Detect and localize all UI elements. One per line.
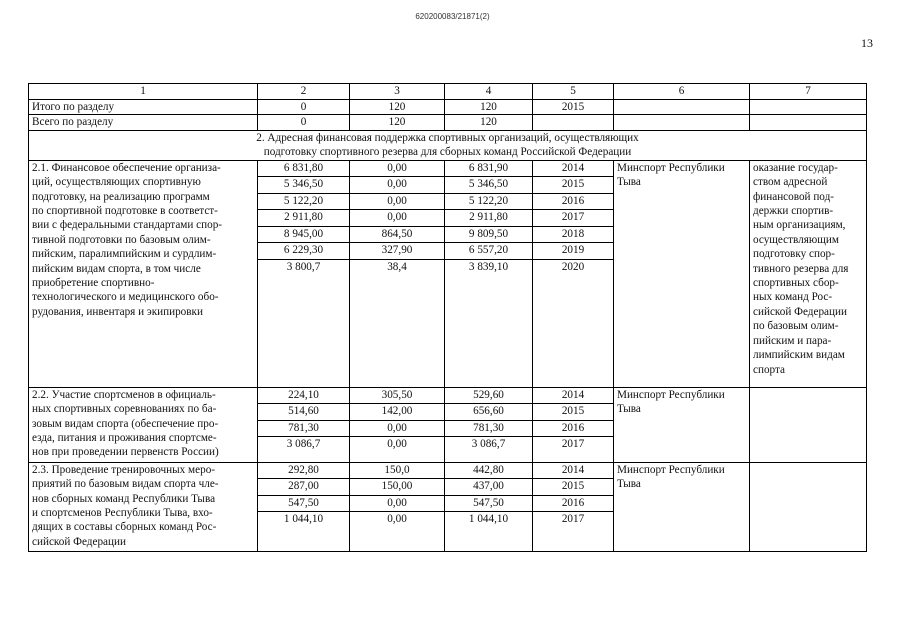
item-c3-column: [350, 387, 445, 462]
item-row: [29, 462, 867, 551]
item-c4-value: 9 809,50: [445, 227, 532, 244]
item-c3-value: 38,4: [387, 260, 407, 273]
item-c3-value: 305,50: [350, 388, 444, 405]
summary-label: Всего по разделу: [29, 115, 258, 130]
column-number: 5: [533, 84, 614, 100]
column-number: 2: [258, 84, 350, 100]
item-years-value: 2016: [533, 194, 613, 211]
item-c3-value: 142,00: [350, 404, 444, 421]
item-c2-value: 547,50: [258, 496, 349, 513]
item-c2-value: 3 086,7: [286, 438, 321, 451]
item-c3-value: 150,0: [350, 463, 444, 480]
page-number: 13: [861, 36, 873, 50]
item-years-value: 2015: [533, 479, 613, 496]
item-c2-value: 224,10: [258, 388, 349, 405]
item-c2-value: 8 945,00: [258, 227, 349, 244]
column-number: 7: [750, 84, 867, 100]
item-c4-value: 3 086,7: [471, 438, 506, 451]
item-years-value: 2015: [533, 404, 613, 421]
item-c4-value: 5 122,20: [445, 194, 532, 211]
section-title: 2. Адресная финансовая поддержка спортивных организаций, осуществляющих подготовку спортивного резерва для сборных команд Российской Федерации: [29, 130, 867, 160]
item-c2-value: 5 122,20: [258, 194, 349, 211]
column-number: 6: [614, 84, 750, 100]
item-c3-value: 0,00: [387, 438, 407, 451]
item-result: оказание государ- ством адресной финансовой под- держки спортив- ным организациям, осуществляющим подготовку спор- тивного резерва для спортивных сбор- ных команд Рос- сийской Федерации по базовым олим- пийским и пара- лимпийским видам спорта: [750, 160, 867, 387]
item-c4-column: [445, 462, 533, 551]
item-c3-value: 327,90: [350, 243, 444, 260]
item-years-column: [533, 387, 614, 462]
empty-cell: [750, 100, 867, 115]
empty-cell: [750, 115, 867, 130]
item-c3-value: 150,00: [350, 479, 444, 496]
summary-year: 2015: [533, 100, 614, 115]
item-years-column: [533, 160, 614, 387]
item-c3-value: 0,00: [350, 210, 444, 227]
summary-row: [29, 100, 867, 115]
item-years-value: 2019: [533, 243, 613, 260]
item-years-value: 2015: [533, 177, 613, 194]
item-years-value: 2020: [561, 260, 585, 273]
item-result: [750, 462, 867, 551]
summary-label: Итого по разделу: [29, 100, 258, 115]
summary-c2: 0: [258, 115, 350, 130]
item-c2-column: [258, 462, 350, 551]
item-c3-column: [350, 462, 445, 551]
item-years-column: [533, 462, 614, 551]
item-executor: Минспорт Республики Тыва: [614, 160, 750, 387]
item-c2-value: 292,80: [258, 463, 349, 480]
item-years-value: 2014: [533, 161, 613, 178]
item-c2-value: 5 346,50: [258, 177, 349, 194]
item-c3-value: 0,00: [350, 496, 444, 513]
item-years-value: 2018: [533, 227, 613, 244]
item-c4-value: 656,60: [445, 404, 532, 421]
item-c2-column: [258, 387, 350, 462]
item-c2-value: 514,60: [258, 404, 349, 421]
item-c4-value: 1 044,10: [468, 513, 509, 526]
item-years-value: 2017: [533, 210, 613, 227]
summary-c4: 120: [445, 115, 533, 130]
column-number: 1: [29, 84, 258, 100]
item-years-value: 2017: [561, 438, 585, 451]
empty-cell: [614, 115, 750, 130]
summary-row: [29, 115, 867, 130]
empty-cell: [614, 100, 750, 115]
item-c4-value: 442,80: [445, 463, 532, 480]
item-c3-value: 0,00: [350, 421, 444, 438]
item-c4-value: 2 911,80: [445, 210, 532, 227]
item-years-value: 2017: [561, 513, 585, 526]
item-executor: Минспорт Республики Тыва: [614, 462, 750, 551]
item-executor: Минспорт Республики Тыва: [614, 387, 750, 462]
item-c4-value: 6 557,20: [445, 243, 532, 260]
column-number-row: [29, 84, 867, 100]
column-number: 3: [350, 84, 445, 100]
item-c4-value: 781,30: [445, 421, 532, 438]
item-c3-value: 864,50: [350, 227, 444, 244]
document-header-code: 620200083/21871(2): [415, 12, 490, 21]
budget-table: [28, 83, 867, 552]
item-description: 2.2. Участие спортсменов в официаль- ных спортивных соревнованиях по ба- зовым видам спорта (обеспечение про- езда, питания и проживания спортсме- нов при проведении первенств России): [29, 387, 258, 462]
summary-c3: 120: [350, 115, 445, 130]
item-c4-value: 5 346,50: [445, 177, 532, 194]
item-c2-value: 287,00: [258, 479, 349, 496]
item-c4-value: 3 839,10: [468, 260, 509, 273]
item-row: [29, 160, 867, 387]
item-years-value: 2014: [533, 388, 613, 405]
item-c4-value: 529,60: [445, 388, 532, 405]
item-c2-value: 2 911,80: [258, 210, 349, 227]
item-c3-value: 0,00: [350, 161, 444, 178]
item-c2-column: [258, 160, 350, 387]
summary-year: [533, 115, 614, 130]
item-c3-value: 0,00: [350, 177, 444, 194]
item-c4-column: [445, 387, 533, 462]
item-c2-value: 3 800,7: [286, 260, 321, 273]
item-c2-value: 6 229,30: [258, 243, 349, 260]
item-c4-value: 437,00: [445, 479, 532, 496]
summary-c2: 0: [258, 100, 350, 115]
item-result: [750, 387, 867, 462]
item-description: 2.3. Проведение тренировочных меро- приятий по базовым видам спорта чле- нов сборных команд Республики Тыва и спортсменов Республики Тыва, вхо- дящих в составы сборных команд Рос- сийской Федерации: [29, 462, 258, 551]
item-years-value: 2016: [533, 421, 613, 438]
item-c3-value: 0,00: [387, 513, 407, 526]
summary-c4: 120: [445, 100, 533, 115]
item-c4-value: 547,50: [445, 496, 532, 513]
item-c3-value: 0,00: [350, 194, 444, 211]
column-number: 4: [445, 84, 533, 100]
item-c4-column: [445, 160, 533, 387]
item-c2-value: 781,30: [258, 421, 349, 438]
summary-c3: 120: [350, 100, 445, 115]
item-c4-value: 6 831,90: [445, 161, 532, 178]
item-c2-value: 1 044,10: [283, 513, 324, 526]
item-years-value: 2014: [533, 463, 613, 480]
item-row: [29, 387, 867, 462]
item-years-value: 2016: [533, 496, 613, 513]
item-c2-value: 6 831,80: [258, 161, 349, 178]
section-title-row: [29, 130, 867, 160]
item-c3-column: [350, 160, 445, 387]
item-description: 2.1. Финансовое обеспечение организа- ций, осуществляющих спортивную подготовку, на реализацию программ по спортивной подготовке в соответст- вии с федеральными стандартами спор- тивной подготовки по базовым олим- пийским, паралимпийским и сурдлим- пийским видам спорта, в том числе приобретение спортивно- технологического и медицинского обо- рудования, инвентаря и экипировки: [29, 160, 258, 387]
